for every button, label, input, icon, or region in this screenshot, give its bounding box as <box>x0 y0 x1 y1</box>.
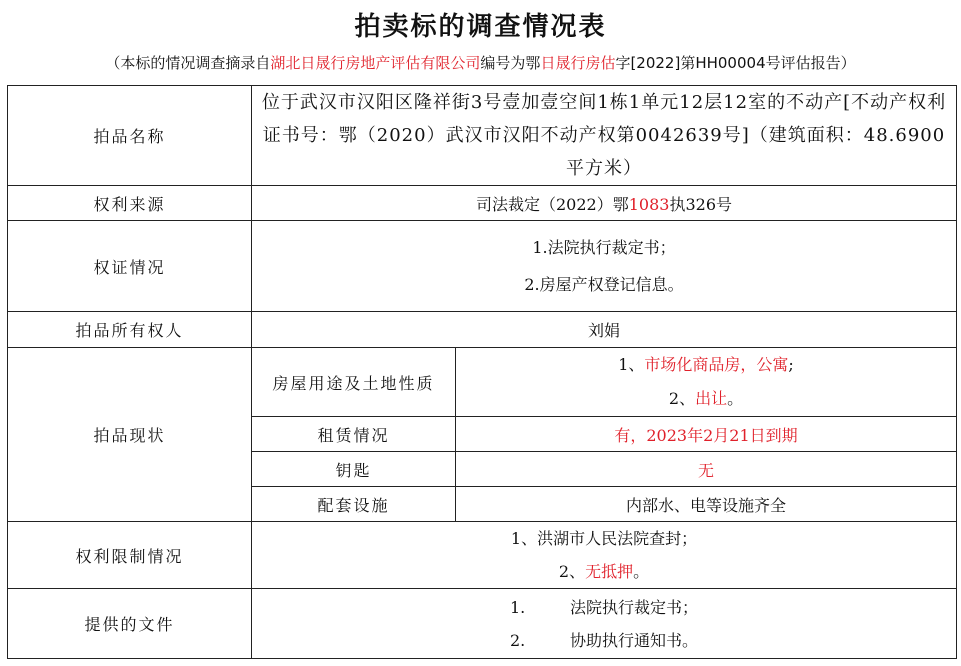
certificate-line-2: 2.房屋产权登记信息。 <box>524 275 684 294</box>
item-name-value: 位于武汉市汉阳区隆祥街3号壹加壹空间1栋1单元12层12室的不动产[不动产权利证书号：鄂（2020）武汉市汉阳不动产权第0042639号]（建筑面积：48.6900平方米） <box>252 86 957 186</box>
file-item-2 <box>258 624 950 657</box>
restriction-line-2-text: 无抵押 <box>585 562 634 581</box>
facilities-label: 配套设施 <box>252 487 456 522</box>
usage-line-1 <box>462 348 950 382</box>
usage-line-1-end: ; <box>788 355 794 374</box>
usage-line-2-end: 。 <box>727 389 744 408</box>
table-row-item-name <box>8 86 957 186</box>
usage-line-1-text: 市场化商品房，公寓 <box>644 355 789 374</box>
facilities-value: 内部水、电等设施齐全 <box>456 487 957 522</box>
usage-value <box>456 348 957 417</box>
restriction-value <box>252 522 957 589</box>
usage-line-2-num: 2、 <box>668 389 696 408</box>
file-item-1-num: 1. <box>509 597 526 617</box>
certificate-line-1: 1.法院执行裁定书； <box>532 238 676 257</box>
lease-value: 有，2023年2月21日到期 <box>456 417 957 452</box>
subtitle-company: 湖北日晟行房地产评估有限公司 <box>270 54 481 72</box>
right-source-label: 权利来源 <box>8 186 252 221</box>
restriction-line-2-end: 。 <box>633 562 650 581</box>
owner-label: 拍品所有权人 <box>8 312 252 348</box>
restriction-line-2 <box>258 555 950 588</box>
files-value <box>252 589 957 659</box>
table-row-certificate <box>8 221 957 312</box>
survey-table <box>7 85 957 659</box>
usage-label: 房屋用途及土地性质 <box>252 348 456 417</box>
subtitle <box>0 52 961 73</box>
subtitle-suffix: 字[2022]第HH00004号评估报告） <box>615 54 856 72</box>
file-item-1-text: 法院执行裁定书； <box>569 597 698 617</box>
table-row-restriction <box>8 522 957 589</box>
restriction-label: 权利限制情况 <box>8 522 252 589</box>
key-value: 无 <box>456 452 957 487</box>
item-name-label: 拍品名称 <box>8 86 252 186</box>
files-label: 提供的文件 <box>8 589 252 659</box>
table-row-owner <box>8 312 957 348</box>
file-item-1 <box>258 591 950 624</box>
right-source-value <box>252 186 957 221</box>
page-title: 拍卖标的调查情况表 <box>354 12 607 42</box>
restriction-line-1: 1、洪湖市人民法院查封； <box>510 529 698 548</box>
status-label: 拍品现状 <box>8 348 252 522</box>
right-source-prefix: 司法裁定（2022）鄂 <box>476 194 629 214</box>
table-row-files <box>8 589 957 659</box>
usage-line-2-text: 出让 <box>695 389 728 408</box>
certificate-value <box>252 221 957 312</box>
file-item-2-text: 协助执行通知书。 <box>569 630 698 650</box>
file-item-2-num: 2. <box>509 630 526 650</box>
right-source-red: 1083 <box>628 194 670 214</box>
usage-line-1-num: 1、 <box>618 355 645 374</box>
restriction-line-2-num: 2、 <box>558 562 586 581</box>
table-row-right-source <box>8 186 957 221</box>
subtitle-code: 日晟行房估 <box>540 54 616 72</box>
usage-line-2 <box>462 382 950 416</box>
key-label: 钥匙 <box>252 452 456 487</box>
lease-label: 租赁情况 <box>252 417 456 452</box>
subtitle-prefix: （本标的情况调查摘录自 <box>105 54 271 72</box>
certificate-label: 权证情况 <box>8 221 252 312</box>
table-row-usage <box>8 348 957 417</box>
subtitle-middle: 编号为鄂 <box>480 54 541 72</box>
owner-value: 刘娟 <box>252 312 957 348</box>
right-source-suffix: 执326号 <box>669 194 732 214</box>
